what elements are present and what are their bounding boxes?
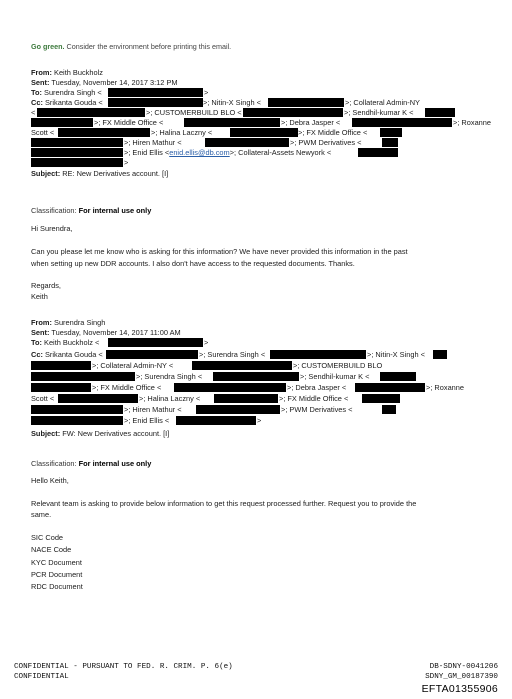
redaction-box [108,338,203,347]
email2-cc-text: Scott < [31,394,55,403]
bates-number: EFTA01355906 [421,683,498,695]
email2-cc-line-a [31,350,103,360]
email1-to-end: > [204,88,209,97]
doc-list-item: NACE Code [31,545,72,554]
email2-from-line [31,318,105,328]
redaction-box [108,88,203,97]
email1-cc-text: >; Roxanne [453,118,492,127]
email2-body-line: Relevant team is asking to provide below information to get this request processed further. Request you to provide the [31,499,417,508]
redaction-box [192,361,292,370]
email1-cc-text: >; CUSTOMERBUILD BLO < [146,108,242,117]
email1-greeting: Hi Surendra, [31,224,73,233]
email2-cc-text: >; FX Middle Office < [92,383,162,392]
email2-cc-text: >; Surendra Singh < [199,350,266,359]
email2-to-value: Keith Buckholz < [44,338,100,347]
green-note [31,42,231,51]
email2-cc-text: >; Hiren Mathur < [124,405,182,414]
redaction-box [31,361,91,370]
email1-cc-text: >; PWM Derivatives < [290,138,362,147]
email2-sent-value: Tuesday, November 14, 2017 11:00 AM [51,328,181,337]
email2-sent-line [31,328,181,338]
email1-cc-text: >; Sendhil-kumar K < [344,108,414,117]
redaction-box [380,128,402,137]
redaction-box [425,108,455,117]
redaction-box [31,138,123,147]
email2-cc-text: >; Collateral Admin-NY < [92,361,174,370]
email1-from-value: Keith Buckholz [54,68,103,77]
email1-cc-text: > [124,158,129,167]
email1-cc-text: >; Halina Laczny < [151,128,213,137]
doc-list-item: PCR Document [31,570,83,579]
redaction-box [108,98,203,107]
email2-cc-text: >; FX Middle Office < [279,394,349,403]
redaction-box [196,405,280,414]
email1-sent-value: Tuesday, November 14, 2017 3:12 PM [51,78,178,87]
email2-cc-text: > [257,416,262,425]
email1-classification [31,206,151,215]
redaction-box [352,118,452,127]
redaction-box [31,383,91,392]
redaction-box [362,394,400,403]
email2-cc-text: >; Debra Jasper < [287,383,347,392]
email1-to-label: To: [31,88,42,97]
redaction-box [58,128,150,137]
footer-doc-id-2: SDNY_GM_00187390 [425,673,498,681]
email2-cc-text: Srikanta Gouda < [44,350,103,359]
email2-cc-text: >; PWM Derivatives < [281,405,353,414]
email2-cc-label: Cc: [31,350,43,359]
redaction-box [106,350,198,359]
email2-subject-label: Subject: [31,429,61,438]
email1-cc-text: Scott < [31,128,55,137]
classification-label: Classification: [31,459,77,468]
email1-signature: Keith [31,292,48,301]
email1-cc-text: >; Collateral-Assets Newyork < [229,148,332,157]
green-note-text: Consider the environment before printing this email. [64,42,232,51]
footer-doc-id: DB-SDNY-0041206 [429,663,498,671]
email1-cc-text: Srikanta Gouda < [44,98,103,107]
redaction-box [176,416,256,425]
email1-from-line [31,68,103,78]
email2-from-value: Surendra Singh [54,318,106,327]
footer-confidential: CONFIDENTIAL [14,673,69,681]
email2-cc-text: >; Nitin-X Singh < [367,350,425,359]
email1-from-label: From: [31,68,52,77]
email1-sent-line [31,78,178,88]
redaction-box [355,383,425,392]
email1-cc-text: >; Nitin-X Singh < [203,98,261,107]
email2-cc-text: >; Halina Laczny < [139,394,201,403]
email2-cc-text: >; Roxanne [426,383,465,392]
email2-body-line: same. [31,510,52,519]
email1-subject-label: Subject: [31,169,61,178]
redaction-box [184,118,280,127]
redaction-box [174,383,286,392]
redaction-box [31,416,123,425]
redaction-box [31,148,123,157]
doc-list-item: SIC Code [31,533,64,542]
footer-confidential-line: CONFIDENTIAL - PURSUANT TO FED. R. CRIM. P. 6(e) [14,663,233,671]
email2-classification [31,459,151,468]
redaction-box [382,405,396,414]
email2-to-line [31,338,99,348]
email1-cc-text: >; FX Middle Office < [298,128,368,137]
email2-subject-value: FW: New Derivatives account. [I] [62,429,170,438]
doc-list-item: RDC Document [31,582,83,591]
redaction-box [214,394,278,403]
email1-subject-value: RE: New Derivatives account. [I] [62,169,169,178]
email2-to-label: To: [31,338,42,347]
classification-value: For internal use only [78,459,152,468]
email2-to-end: > [204,338,209,347]
email1-sent-label: Sent: [31,78,50,87]
email1-cc-line-a [31,98,103,108]
classification-label: Classification: [31,206,77,215]
redaction-box [382,138,398,147]
classification-value: For internal use only [78,206,152,215]
redaction-box [268,98,344,107]
email2-subject-line [31,429,169,439]
redaction-box [380,372,416,381]
redaction-box [243,108,343,117]
email1-cc-text: >; Collateral Admin-NY [345,98,420,107]
redaction-box [31,372,135,381]
email1-signoff: Regards, [31,281,61,290]
email2-cc-text: >; Surendra Singh < [136,372,203,381]
doc-list-item: KYC Document [31,558,82,567]
email1-cc-label: Cc: [31,98,43,107]
redaction-box [31,405,123,414]
email1-cc-text: < [31,108,36,117]
email1-to-value: Surendra Singh < [44,88,102,97]
email1-subject-line [31,169,168,179]
email1-cc-text: >; Debra Jasper < [281,118,341,127]
email2-from-label: From: [31,318,52,327]
redaction-box [31,158,123,167]
redaction-box [270,350,366,359]
redaction-box [358,148,398,157]
email1-cc-text: >; Enid Ellis < [124,148,170,157]
email2-cc-text: >; Sendhil-kumar K < [300,372,370,381]
email1-cc-text: >; FX Middle Office < [94,118,164,127]
email1-cc-line-f [124,148,331,158]
redaction-box [433,350,447,359]
email1-body-line: Can you please let me know who is asking for this information? We have never provided this information in the past [31,247,408,256]
email2-cc-text: >; CUSTOMERBUILD BLO [293,361,383,370]
redaction-box [31,118,93,127]
redaction-box [205,138,289,147]
green-note-bold: Go green. [31,42,65,51]
email2-sent-label: Sent: [31,328,50,337]
email1-cc-text: >; Hiren Mathur < [124,138,182,147]
redaction-box [37,108,145,117]
email1-body-line: when setting up new DDR accounts. I also don't have access to the requested documents. Thanks. [31,259,355,268]
redaction-box [230,128,298,137]
enid-email-link[interactable]: enid.ellis@db.com [169,148,230,157]
email1-to-line [31,88,102,98]
email2-cc-text: >; Enid Ellis < [124,416,170,425]
redaction-box [213,372,299,381]
email2-greeting: Hello Keith, [31,476,69,485]
redaction-box [58,394,138,403]
